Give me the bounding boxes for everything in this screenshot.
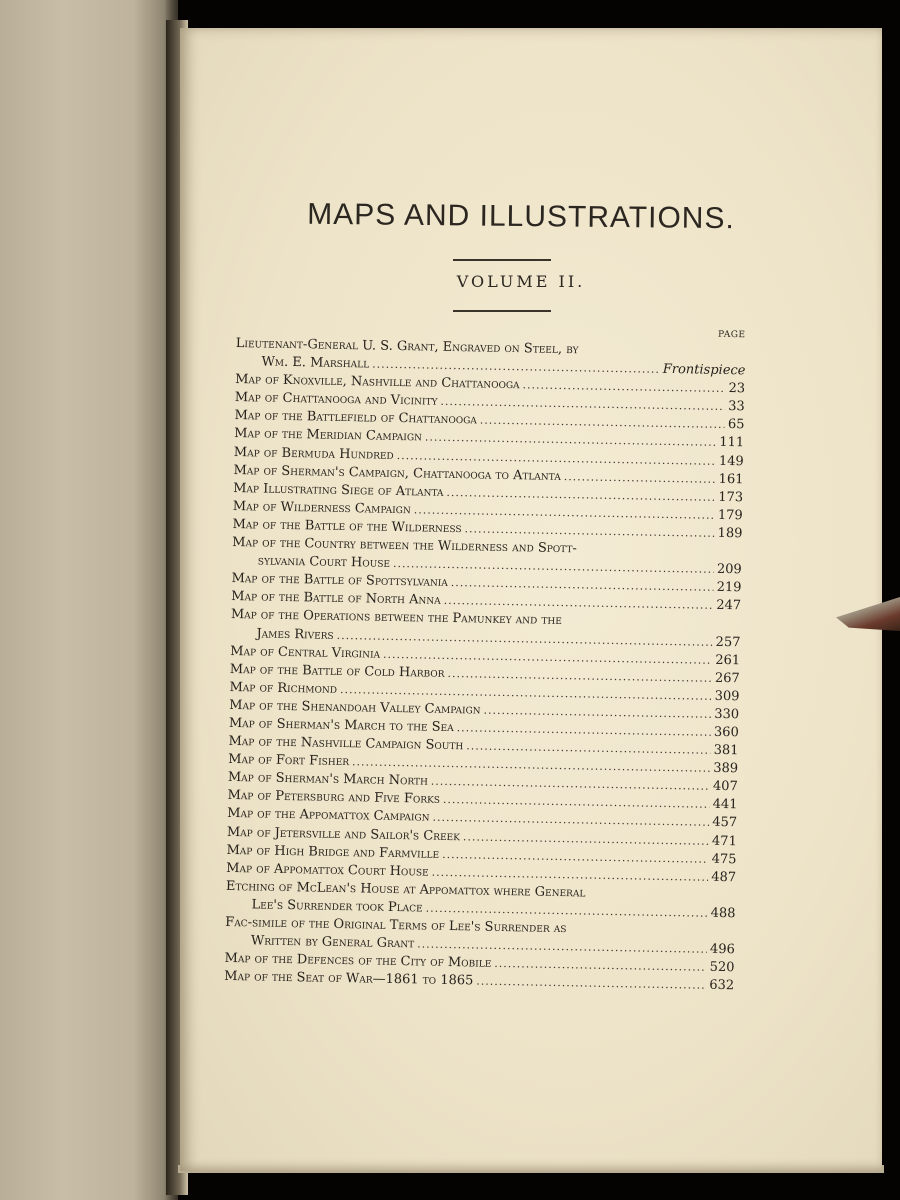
entry-title: Etching of McLean's House at Appomattox where General — [225, 878, 586, 901]
entry-page-number: 247 — [716, 598, 742, 614]
entry-title: Map of the Battle of Spottsylvania — [231, 571, 448, 591]
page-column-label: PAGE — [717, 329, 746, 341]
entry-title: Map of Bermuda Hundred — [233, 444, 394, 463]
entry-page-number: 161 — [718, 471, 744, 487]
entry-title: Map of the Battle of the Wilderness — [232, 516, 462, 537]
entry-page-number: 475 — [711, 851, 737, 867]
entry-page-number: 209 — [716, 561, 742, 578]
entry-title: Map of the Battle of North Anna — [231, 589, 441, 609]
entry-title: Map of the Battlefield of Chattanooga — [234, 408, 477, 428]
entry-page-number: 488 — [710, 905, 736, 922]
entry-title: Map of Sherman's Campaign, Chattanooga to Atlanta — [233, 462, 561, 484]
entry-page-number: 471 — [711, 833, 737, 849]
entry-title: Written by General Grant — [250, 933, 415, 952]
entry-page-number: 189 — [717, 525, 743, 542]
entry-page-number: 441 — [712, 797, 738, 813]
entry-title: Map of the Meridian Campaign — [234, 426, 423, 445]
entry-page-number: 309 — [714, 688, 740, 705]
entry-title: Map of Chattanooga and Vicinity — [234, 390, 438, 409]
entry-title: Fac-simile of the Original Terms of Lee's Surrender as — [225, 914, 567, 937]
entry-page-number: 487 — [711, 869, 737, 885]
volume-heading: VOLUME II. — [456, 272, 586, 291]
title-rule-top — [453, 259, 551, 261]
entry-title: Map of Central Virginia — [230, 643, 381, 662]
entry-page-number: 179 — [717, 507, 743, 524]
entry-title: James Rivers — [256, 625, 334, 643]
title-rule-bottom — [453, 310, 551, 312]
entry-page-number: 496 — [709, 941, 735, 958]
entry-page-number: Frontispiece — [662, 361, 746, 379]
entry-page-number: 65 — [727, 417, 745, 433]
entry-title: sylvania Court House — [257, 553, 391, 571]
entry-page-number: 173 — [718, 489, 744, 506]
entry-page-number: 111 — [719, 435, 745, 451]
entry-title: Lieutenant-General U. S. Grant, Engraved on Steel, by — [235, 335, 579, 358]
entry-page-number: 632 — [709, 978, 735, 994]
entry-title: Map Illustrating Siege of Atlanta — [233, 480, 444, 500]
entry-title: Map of the Country between the Wilderness and Spott- — [232, 534, 577, 557]
left-page — [0, 0, 178, 1200]
entry-page-number: 219 — [716, 580, 742, 596]
entry-title: Map of Sherman's March North — [227, 770, 428, 789]
entry-page-number: 330 — [714, 706, 740, 723]
entry-title: Map of the Seat of War—1861 to 1865 — [224, 969, 474, 989]
entry-page-number: 407 — [712, 779, 738, 795]
entry-title: Map of the Nashville Campaign South — [228, 733, 464, 754]
entry-title: Map of Wilderness Campaign — [232, 498, 411, 518]
entry-title: Map of the Battle of Cold Harbor — [229, 661, 445, 681]
page-title: MAPS AND ILLUSTRATIONS. — [307, 197, 735, 236]
entry-page-number: 360 — [713, 724, 739, 741]
entry-page-number: 23 — [728, 381, 746, 397]
entry-page-number: 261 — [715, 652, 741, 668]
entry-page-number: 33 — [728, 399, 745, 415]
entry-title: Map of the Operations between the Pamunkey and the — [230, 607, 563, 629]
entry-title: Map of Richmond — [229, 679, 338, 697]
illustrations-list — [224, 335, 746, 996]
entry-title: Map of Petersburg and Five Forks — [227, 788, 441, 808]
entry-title: Map of the Appomattox Campaign — [227, 806, 430, 826]
entry-title: Map of Sherman's March to the Sea — [228, 715, 454, 736]
entry-title: Wm. E. Marshall — [261, 354, 370, 372]
entry-title: Map of Jetersville and Sailor's Creek — [226, 824, 461, 844]
entry-page-number: 149 — [718, 453, 744, 469]
entry-page-number: 267 — [714, 670, 740, 686]
entry-title: Map of Fort Fisher — [228, 752, 350, 770]
entry-title: Map of the Shenandoah Valley Campaign — [229, 697, 481, 718]
entry-title: Map of High Bridge and Farmville — [226, 842, 440, 862]
entry-title: Map of Appomattox Court House — [226, 860, 429, 880]
entry-page-number: 389 — [713, 760, 739, 777]
entry-title: Map of Knoxville, Nashville and Chattanooga — [235, 372, 520, 393]
entry-page-number: 257 — [715, 634, 741, 650]
entry-page-number: 381 — [713, 742, 739, 759]
entry-page-number: 457 — [712, 815, 738, 831]
entry-title: Map of the Defences of the City of Mobile — [224, 951, 492, 971]
entry-page-number: 520 — [709, 959, 735, 976]
entry-title: Lee's Surrender took Place — [251, 897, 423, 916]
